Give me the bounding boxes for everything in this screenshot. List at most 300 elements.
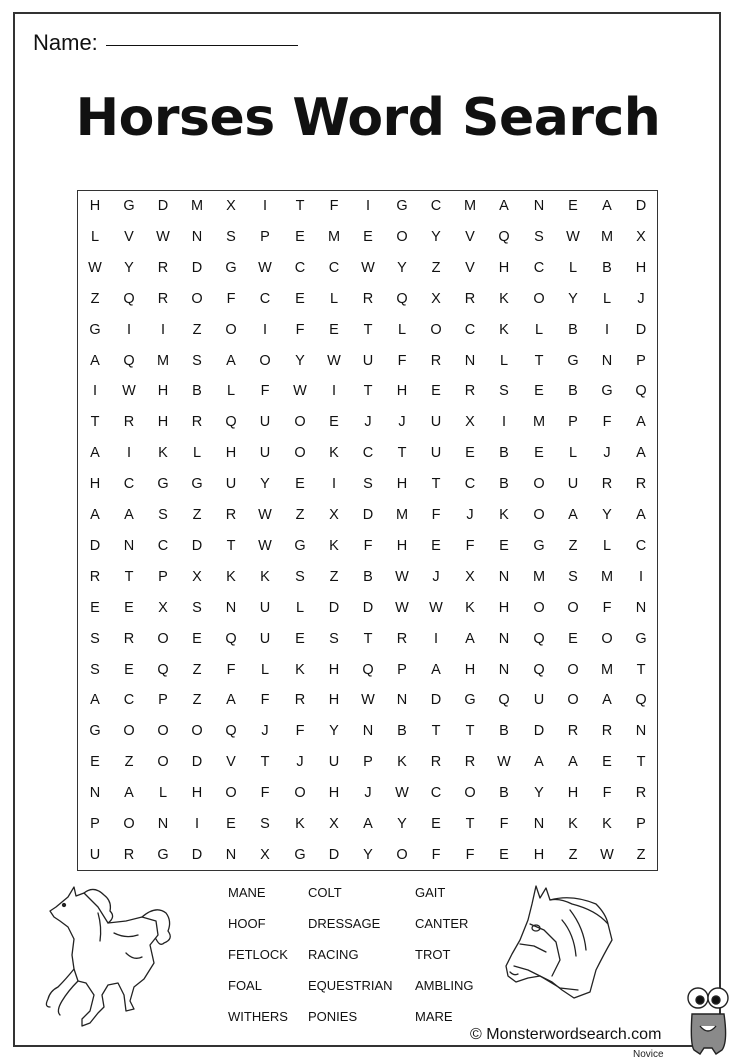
grid-letter[interactable]: R — [464, 290, 476, 307]
grid-letter[interactable]: Y — [124, 259, 134, 276]
grid-letter[interactable]: I — [262, 321, 268, 338]
grid-letter[interactable]: O — [294, 414, 306, 431]
grid-letter[interactable]: L — [90, 228, 100, 245]
grid-letter[interactable]: T — [363, 383, 373, 400]
grid-letter[interactable]: L — [568, 259, 578, 276]
grid-letter[interactable]: U — [567, 476, 579, 493]
grid-letter[interactable]: T — [226, 537, 236, 554]
grid-letter[interactable]: N — [498, 568, 510, 585]
grid-letter[interactable]: X — [158, 599, 168, 616]
grid-letter[interactable]: A — [90, 507, 100, 523]
grid-letter[interactable]: C — [464, 476, 476, 493]
grid-letter[interactable]: F — [295, 723, 305, 740]
grid-letter[interactable]: J — [432, 568, 440, 585]
grid-letter[interactable]: V — [124, 228, 134, 245]
grid-letter[interactable]: H — [89, 476, 101, 493]
grid-letter[interactable]: S — [260, 816, 270, 832]
grid-letter[interactable]: H — [191, 785, 203, 802]
grid-letter[interactable]: N — [635, 723, 647, 740]
grid-letter[interactable]: Q — [396, 290, 408, 307]
grid-letter[interactable]: E — [90, 754, 100, 771]
grid-letter[interactable]: K — [465, 599, 475, 616]
grid-letter[interactable]: U — [89, 846, 101, 863]
grid-letter[interactable]: N — [498, 630, 510, 647]
grid-letter[interactable]: D — [362, 507, 374, 523]
grid-letter[interactable]: L — [534, 321, 544, 338]
grid-letter[interactable]: F — [329, 198, 339, 214]
grid-letter[interactable]: E — [363, 228, 373, 245]
name-blank-line[interactable] — [106, 45, 298, 46]
grid-letter[interactable]: T — [397, 445, 407, 462]
grid-letter[interactable]: O — [396, 228, 408, 245]
grid-letter[interactable]: F — [295, 321, 305, 338]
grid-letter[interactable]: D — [191, 846, 203, 863]
grid-letter[interactable]: R — [157, 290, 169, 307]
grid-letter[interactable]: Y — [260, 476, 270, 493]
grid-letter[interactable]: D — [191, 259, 203, 276]
grid-letter[interactable]: N — [635, 599, 647, 616]
grid-letter[interactable]: M — [600, 661, 614, 678]
grid-letter[interactable]: P — [363, 754, 373, 771]
grid-letter[interactable]: T — [534, 352, 544, 369]
grid-letter[interactable]: D — [157, 198, 169, 214]
grid-letter[interactable]: W — [258, 259, 272, 276]
grid-letter[interactable]: J — [398, 414, 406, 431]
grid-letter[interactable]: H — [567, 785, 579, 802]
grid-letter[interactable]: K — [499, 507, 509, 523]
grid-letter[interactable]: F — [602, 414, 612, 431]
grid-letter[interactable]: U — [259, 414, 271, 431]
grid-letter[interactable]: C — [533, 259, 545, 276]
grid-letter[interactable]: N — [157, 816, 169, 832]
grid-letter[interactable]: G — [601, 383, 613, 400]
grid-letter[interactable]: K — [499, 321, 509, 338]
grid-letter[interactable]: L — [397, 321, 407, 338]
grid-letter[interactable]: A — [226, 692, 236, 709]
grid-letter[interactable]: S — [90, 661, 100, 678]
grid-letter[interactable]: D — [191, 754, 203, 771]
grid-letter[interactable]: I — [126, 445, 132, 462]
grid-letter[interactable]: O — [123, 723, 135, 740]
grid-letter[interactable]: J — [296, 754, 304, 771]
grid-letter[interactable]: E — [90, 599, 100, 616]
grid-letter[interactable]: F — [397, 352, 407, 369]
grid-letter[interactable]: O — [464, 785, 476, 802]
grid-letter[interactable]: Q — [362, 661, 374, 678]
grid-letter[interactable]: R — [635, 785, 647, 802]
grid-letter[interactable]: C — [157, 537, 169, 554]
grid-letter[interactable]: E — [465, 445, 475, 462]
grid-letter[interactable]: P — [90, 816, 100, 832]
grid-letter[interactable]: T — [124, 568, 134, 585]
grid-letter[interactable]: K — [329, 445, 339, 462]
grid-letter[interactable]: I — [331, 476, 337, 493]
grid-letter[interactable]: F — [260, 785, 270, 802]
grid-letter[interactable]: E — [431, 383, 441, 400]
grid-letter[interactable]: N — [362, 723, 374, 740]
grid-letter[interactable]: C — [123, 692, 135, 709]
grid-letter[interactable]: Y — [397, 259, 407, 276]
grid-letter[interactable]: O — [533, 290, 545, 307]
grid-letter[interactable]: H — [89, 198, 101, 214]
grid-letter[interactable]: G — [157, 476, 169, 493]
grid-letter[interactable]: Y — [295, 352, 305, 369]
grid-letter[interactable]: B — [397, 723, 407, 740]
grid-letter[interactable]: W — [395, 785, 409, 802]
grid-letter[interactable]: G — [225, 259, 237, 276]
grid-letter[interactable]: R — [464, 383, 476, 400]
grid-letter[interactable]: X — [329, 816, 339, 832]
grid-letter[interactable]: H — [464, 661, 476, 678]
grid-letter[interactable]: R — [191, 414, 203, 431]
grid-letter[interactable]: P — [636, 352, 646, 369]
grid-letter[interactable]: Q — [157, 661, 169, 678]
grid-letter[interactable]: J — [637, 290, 645, 307]
grid-letter[interactable]: G — [89, 723, 101, 740]
grid-letter[interactable]: S — [192, 599, 202, 616]
grid-letter[interactable]: B — [499, 785, 509, 802]
grid-letter[interactable]: F — [602, 599, 612, 616]
grid-letter[interactable]: G — [191, 476, 203, 493]
grid-letter[interactable]: U — [225, 476, 237, 493]
grid-letter[interactable]: G — [533, 537, 545, 554]
grid-letter[interactable]: W — [258, 507, 272, 523]
grid-letter[interactable]: O — [533, 507, 545, 523]
grid-letter[interactable]: K — [295, 661, 305, 678]
grid-letter[interactable]: M — [463, 198, 477, 214]
grid-letter[interactable]: E — [534, 383, 544, 400]
grid-letter[interactable]: L — [226, 383, 236, 400]
grid-letter[interactable]: R — [362, 290, 374, 307]
grid-letter[interactable]: H — [396, 383, 408, 400]
grid-letter[interactable]: S — [192, 352, 202, 369]
grid-letter[interactable]: D — [191, 537, 203, 554]
grid-letter[interactable]: L — [602, 537, 612, 554]
grid-letter[interactable]: Y — [329, 723, 339, 740]
grid-letter[interactable]: S — [295, 568, 305, 585]
grid-letter[interactable]: H — [396, 537, 408, 554]
grid-letter[interactable]: C — [259, 290, 271, 307]
grid-letter[interactable]: O — [294, 785, 306, 802]
grid-letter[interactable]: T — [90, 414, 100, 431]
grid-letter[interactable]: O — [157, 630, 169, 647]
grid-letter[interactable]: R — [430, 754, 442, 771]
grid-letter[interactable]: P — [397, 661, 407, 678]
grid-letter[interactable]: A — [124, 785, 134, 802]
grid-letter[interactable]: W — [566, 228, 580, 245]
grid-letter[interactable]: N — [498, 661, 510, 678]
grid-letter[interactable]: U — [430, 445, 442, 462]
grid-letter[interactable]: E — [295, 228, 305, 245]
grid-letter[interactable]: V — [226, 754, 236, 771]
grid-letter[interactable]: U — [328, 754, 340, 771]
grid-letter[interactable]: O — [123, 816, 135, 832]
grid-letter[interactable]: M — [600, 228, 614, 245]
grid-letter[interactable]: F — [465, 846, 475, 863]
grid-letter[interactable]: F — [260, 692, 270, 709]
grid-letter[interactable]: Q — [635, 692, 647, 709]
grid-letter[interactable]: H — [225, 445, 237, 462]
grid-letter[interactable]: E — [499, 537, 509, 554]
grid-letter[interactable]: T — [363, 321, 373, 338]
grid-letter[interactable]: J — [364, 414, 372, 431]
grid-letter[interactable]: D — [89, 537, 101, 554]
grid-letter[interactable]: R — [396, 630, 408, 647]
grid-letter[interactable]: P — [158, 568, 168, 585]
grid-letter[interactable]: G — [89, 321, 101, 338]
grid-letter[interactable]: C — [294, 259, 306, 276]
grid-letter[interactable]: W — [361, 692, 375, 709]
grid-letter[interactable]: Y — [397, 816, 407, 832]
grid-letter[interactable]: F — [431, 846, 441, 863]
grid-letter[interactable]: A — [431, 661, 441, 678]
grid-letter[interactable]: P — [158, 692, 168, 709]
grid-letter[interactable]: Q — [123, 290, 135, 307]
grid-letter[interactable]: K — [295, 816, 305, 832]
grid-letter[interactable]: T — [636, 754, 646, 771]
grid-letter[interactable]: M — [156, 352, 170, 369]
grid-letter[interactable]: H — [157, 383, 169, 400]
grid-letter[interactable]: L — [192, 445, 202, 462]
grid-letter[interactable]: Y — [602, 507, 612, 523]
grid-letter[interactable]: C — [430, 198, 442, 214]
grid-letter[interactable]: M — [327, 228, 341, 245]
grid-letter[interactable]: I — [194, 816, 200, 832]
grid-letter[interactable]: L — [295, 599, 305, 616]
grid-letter[interactable]: F — [363, 537, 373, 554]
grid-letter[interactable]: Y — [568, 290, 578, 307]
grid-letter[interactable]: W — [88, 259, 102, 276]
grid-letter[interactable]: I — [433, 630, 439, 647]
grid-letter[interactable]: U — [259, 445, 271, 462]
grid-letter[interactable]: L — [158, 785, 168, 802]
grid-letter[interactable]: O — [567, 692, 579, 709]
grid-letter[interactable]: B — [499, 476, 509, 493]
grid-letter[interactable]: N — [533, 816, 545, 832]
grid-letter[interactable]: E — [329, 321, 339, 338]
grid-letter[interactable]: A — [90, 445, 100, 462]
grid-letter[interactable]: D — [533, 723, 545, 740]
grid-letter[interactable]: Z — [124, 754, 134, 771]
grid-letter[interactable]: Y — [363, 846, 373, 863]
grid-letter[interactable]: A — [226, 352, 236, 369]
grid-letter[interactable]: I — [92, 383, 98, 400]
grid-letter[interactable]: M — [395, 507, 409, 523]
grid-letter[interactable]: G — [567, 352, 579, 369]
grid-letter[interactable]: U — [430, 414, 442, 431]
grid-letter[interactable]: J — [364, 785, 372, 802]
grid-letter[interactable]: H — [498, 599, 510, 616]
grid-letter[interactable]: D — [328, 846, 340, 863]
grid-letter[interactable]: A — [568, 507, 578, 523]
grid-letter[interactable]: C — [123, 476, 135, 493]
grid-letter[interactable]: Q — [533, 630, 545, 647]
grid-letter[interactable]: R — [89, 568, 101, 585]
grid-letter[interactable]: I — [365, 198, 371, 214]
grid-letter[interactable]: R — [567, 723, 579, 740]
grid-letter[interactable]: Z — [295, 507, 305, 523]
grid-letter[interactable]: K — [397, 754, 407, 771]
grid-letter[interactable]: X — [260, 846, 270, 863]
grid-letter[interactable]: U — [259, 599, 271, 616]
grid-letter[interactable]: T — [465, 816, 475, 832]
grid-letter[interactable]: L — [329, 290, 339, 307]
grid-letter[interactable]: O — [191, 723, 203, 740]
grid-letter[interactable]: G — [635, 630, 647, 647]
grid-letter[interactable]: N — [89, 785, 101, 802]
grid-letter[interactable]: Z — [431, 259, 441, 276]
grid-letter[interactable]: H — [157, 414, 169, 431]
grid-letter[interactable]: I — [160, 321, 166, 338]
grid-letter[interactable]: O — [430, 321, 442, 338]
grid-letter[interactable]: P — [568, 414, 578, 431]
grid-letter[interactable]: F — [465, 537, 475, 554]
grid-letter[interactable]: G — [294, 537, 306, 554]
grid-letter[interactable]: B — [192, 383, 202, 400]
grid-letter[interactable]: O — [601, 630, 613, 647]
grid-letter[interactable]: E — [431, 816, 441, 832]
grid-letter[interactable]: A — [499, 198, 509, 214]
grid-letter[interactable]: K — [260, 568, 270, 585]
grid-letter[interactable]: E — [295, 290, 305, 307]
grid-letter[interactable]: T — [295, 198, 305, 214]
grid-letter[interactable]: O — [259, 352, 271, 369]
grid-letter[interactable]: F — [499, 816, 509, 832]
grid-letter[interactable]: O — [396, 846, 408, 863]
grid-letter[interactable]: F — [226, 661, 236, 678]
grid-letter[interactable]: R — [635, 476, 647, 493]
grid-letter[interactable]: Z — [568, 537, 578, 554]
grid-letter[interactable]: W — [497, 754, 511, 771]
grid-letter[interactable]: O — [157, 754, 169, 771]
grid-letter[interactable]: A — [636, 445, 646, 462]
grid-letter[interactable]: B — [602, 259, 612, 276]
grid-letter[interactable]: H — [396, 476, 408, 493]
grid-letter[interactable]: R — [123, 846, 135, 863]
grid-letter[interactable]: N — [396, 692, 408, 709]
grid-letter[interactable]: A — [636, 414, 646, 431]
grid-letter[interactable]: B — [568, 321, 578, 338]
grid-letter[interactable]: T — [363, 630, 373, 647]
grid-letter[interactable]: F — [602, 785, 612, 802]
grid-letter[interactable]: I — [501, 414, 507, 431]
grid-letter[interactable]: N — [601, 352, 613, 369]
grid-letter[interactable]: Z — [192, 661, 202, 678]
grid-letter[interactable]: P — [260, 228, 270, 245]
grid-letter[interactable]: O — [157, 723, 169, 740]
grid-letter[interactable]: M — [532, 414, 546, 431]
grid-letter[interactable]: L — [568, 445, 578, 462]
grid-letter[interactable]: C — [635, 537, 647, 554]
grid-letter[interactable]: O — [567, 661, 579, 678]
grid-letter[interactable]: H — [328, 692, 340, 709]
grid-letter[interactable]: K — [226, 568, 236, 585]
grid-letter[interactable]: G — [157, 846, 169, 863]
grid-letter[interactable]: Z — [636, 846, 646, 863]
grid-letter[interactable]: W — [293, 383, 307, 400]
grid-letter[interactable]: Y — [431, 228, 441, 245]
grid-letter[interactable]: E — [192, 630, 202, 647]
grid-letter[interactable]: E — [124, 661, 134, 678]
grid-letter[interactable]: E — [226, 816, 236, 832]
grid-letter[interactable]: A — [465, 630, 475, 647]
grid-letter[interactable]: C — [430, 785, 442, 802]
grid-letter[interactable]: X — [465, 568, 475, 585]
grid-letter[interactable]: E — [568, 198, 578, 214]
grid-letter[interactable]: G — [396, 198, 408, 214]
grid-letter[interactable]: R — [601, 723, 613, 740]
grid-letter[interactable]: Z — [90, 290, 100, 307]
grid-letter[interactable]: B — [363, 568, 373, 585]
grid-letter[interactable]: X — [465, 414, 475, 431]
grid-letter[interactable]: E — [295, 476, 305, 493]
grid-letter[interactable]: D — [635, 198, 647, 214]
grid-letter[interactable]: V — [465, 228, 475, 245]
grid-letter[interactable]: T — [465, 723, 475, 740]
grid-letter[interactable]: N — [225, 599, 237, 616]
grid-letter[interactable]: I — [262, 198, 268, 214]
grid-letter[interactable]: R — [157, 259, 169, 276]
grid-letter[interactable]: Q — [225, 414, 237, 431]
grid-letter[interactable]: F — [431, 507, 441, 523]
grid-letter[interactable]: C — [328, 259, 340, 276]
grid-letter[interactable]: L — [602, 290, 612, 307]
grid-letter[interactable]: M — [600, 568, 614, 585]
grid-letter[interactable]: K — [568, 816, 578, 832]
grid-letter[interactable]: G — [294, 846, 306, 863]
grid-letter[interactable]: Q — [498, 692, 510, 709]
grid-letter[interactable]: S — [363, 476, 373, 493]
grid-letter[interactable]: D — [430, 692, 442, 709]
grid-letter[interactable]: N — [533, 198, 545, 214]
grid-letter[interactable]: W — [600, 846, 614, 863]
grid-letter[interactable]: K — [158, 445, 168, 462]
grid-letter[interactable]: W — [122, 383, 136, 400]
grid-letter[interactable]: F — [260, 383, 270, 400]
grid-letter[interactable]: D — [362, 599, 374, 616]
grid-letter[interactable]: O — [567, 599, 579, 616]
grid-letter[interactable]: X — [329, 507, 339, 523]
grid-letter[interactable]: A — [636, 507, 646, 523]
grid-letter[interactable]: G — [464, 692, 476, 709]
grid-letter[interactable]: Z — [568, 846, 578, 863]
grid-letter[interactable]: A — [602, 198, 612, 214]
grid-letter[interactable]: E — [295, 630, 305, 647]
grid-letter[interactable]: W — [258, 537, 272, 554]
grid-letter[interactable]: A — [363, 816, 373, 832]
grid-letter[interactable]: E — [602, 754, 612, 771]
grid-letter[interactable]: C — [464, 321, 476, 338]
grid-letter[interactable]: S — [90, 630, 100, 647]
grid-letter[interactable]: O — [225, 321, 237, 338]
grid-letter[interactable]: A — [90, 352, 100, 369]
grid-letter[interactable]: J — [466, 507, 474, 523]
grid-letter[interactable]: N — [123, 537, 135, 554]
grid-letter[interactable]: E — [124, 599, 134, 616]
grid-letter[interactable]: Z — [192, 507, 202, 523]
grid-letter[interactable]: T — [431, 723, 441, 740]
grid-letter[interactable]: N — [225, 846, 237, 863]
grid-letter[interactable]: S — [534, 228, 544, 245]
grid-letter[interactable]: S — [226, 228, 236, 245]
grid-letter[interactable]: Z — [192, 321, 202, 338]
grid-letter[interactable]: R — [123, 630, 135, 647]
grid-letter[interactable]: O — [225, 785, 237, 802]
grid-letter[interactable]: M — [532, 568, 546, 585]
grid-letter[interactable]: R — [430, 352, 442, 369]
grid-letter[interactable]: J — [603, 445, 611, 462]
grid-letter[interactable]: A — [534, 754, 544, 771]
